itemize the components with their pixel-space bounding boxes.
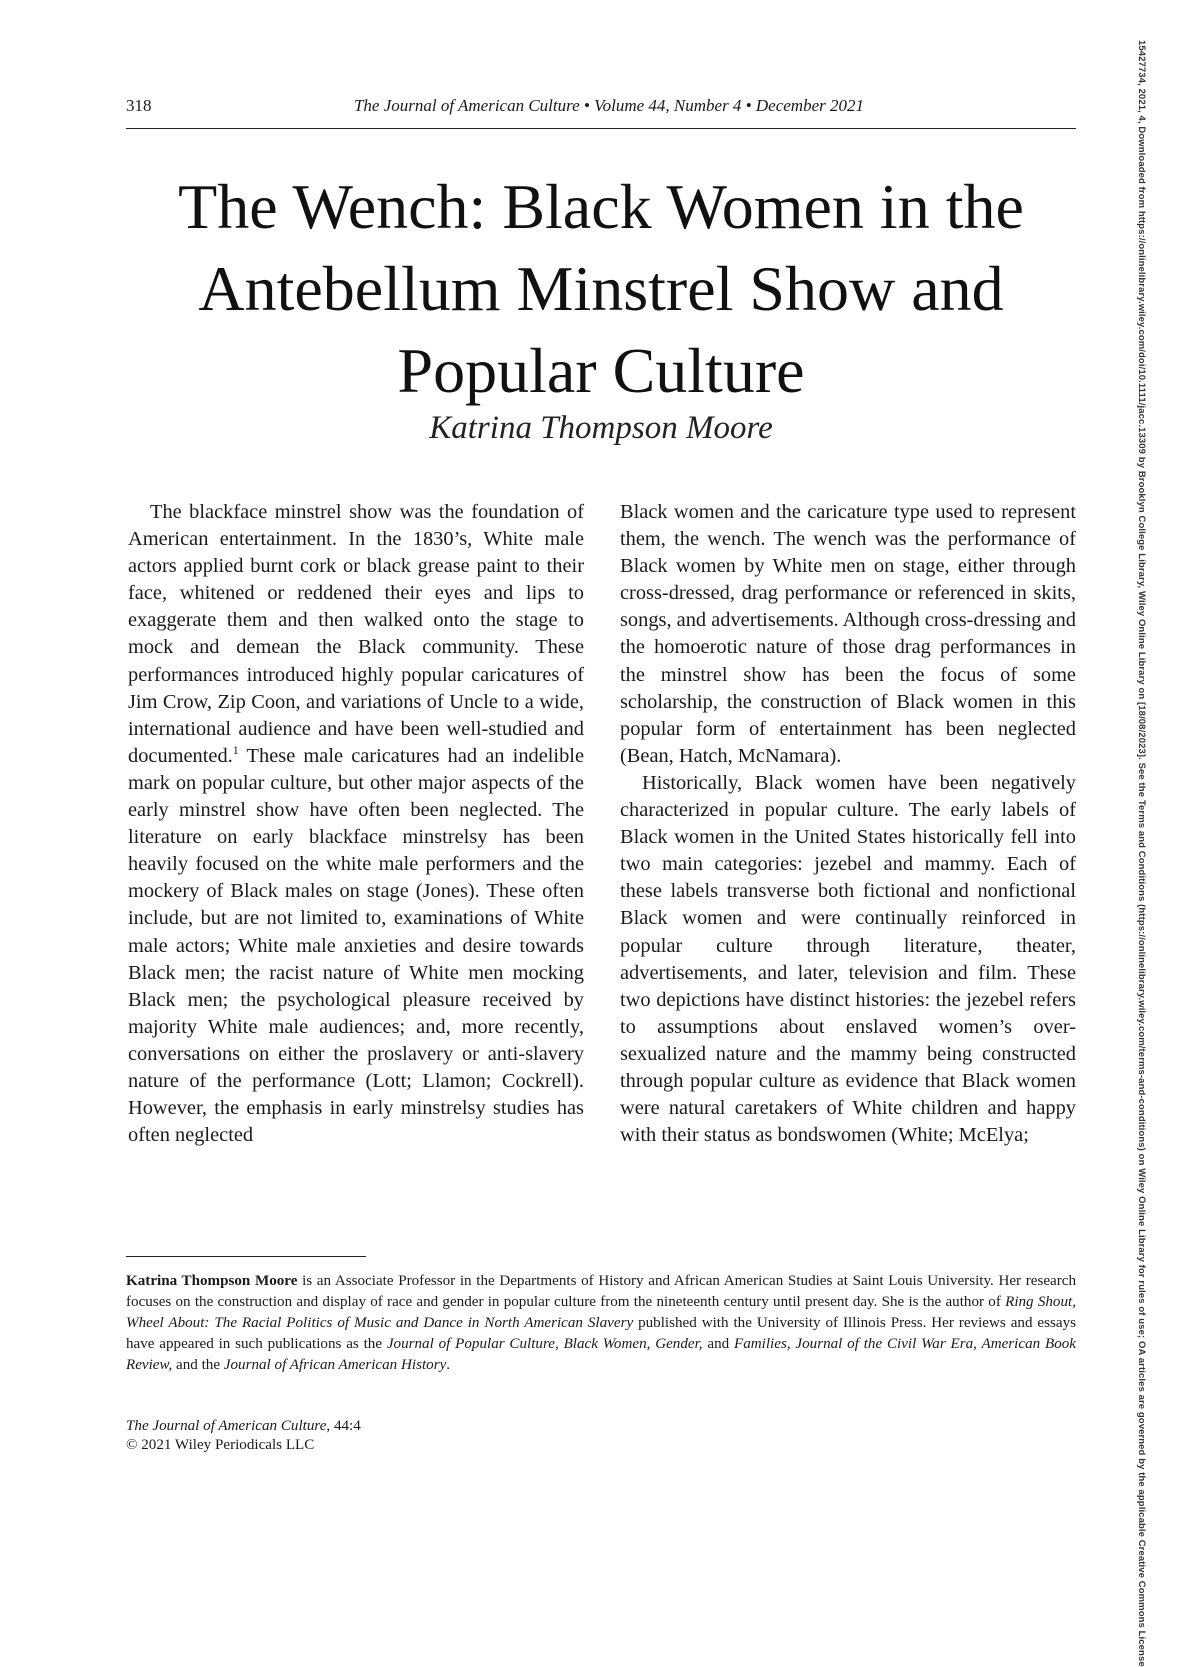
journal-issue — [126, 1417, 626, 1436]
page-number: 318 — [126, 96, 152, 115]
body-paragraph — [128, 499, 584, 1149]
body-text: These male caricatures had an indelible mark on popular culture, but other major aspects of the early minstrel show have often been neglected. The literature on early blackface minstrelsy has been heavily focused on the white male performers and the mockery of Black males on stage (Jones). These often include, but are not limited to, examinations of White male actors; White male anxieties and desire towards Black men; the racist nature of White men mocking Black men; the psychological pleasure received by majority White male audiences; and, more recently, conversations on either the proslavery or anti-slavery nature of the performance (Lott; Llamon; Cockrell). However, the emphasis in early minstrelsy studies has often neglected — [128, 744, 584, 1147]
footnote-reference[interactable]: 1 — [232, 743, 239, 758]
bio-publication: Journal of African American History — [223, 1357, 447, 1373]
issue-number: , 44:4 — [326, 1418, 361, 1434]
bio-publication: Families, Journal of the Civil War Era, American Book Review, — [126, 1336, 1076, 1373]
running-head — [126, 96, 1076, 120]
bio-author-name: Katrina Thompson Moore — [126, 1273, 298, 1289]
journal-name: The Journal of American Culture — [126, 1418, 327, 1434]
bio-text: . — [446, 1357, 451, 1373]
bio-text: and — [702, 1336, 734, 1352]
footnote-rule — [126, 1256, 366, 1257]
bio-text: and the — [172, 1357, 224, 1373]
publication-info — [126, 1417, 626, 1455]
body-text: The blackface minstrel show was the foundation of American entertainment. In the 1830’s, White male actors applied burnt cork or black grease paint to their face, whitened or reddened their eyes and lips to exaggerate them and then walked onto the stage to mock and demean the Black community. These performances introduced highly popular caricatures of Jim Crow, Zip Coon, and variations of Uncle to a wide, international audience and have been well-studied and documented. — [128, 501, 584, 767]
bio-book-title: Ring Shout, Wheel About: The Racial Politics of Music and Dance in North American Slavery — [126, 1294, 1076, 1331]
header-rule — [126, 128, 1076, 129]
journal-line: The Journal of American Culture • Volume 44, Number 4 • December 2021 — [353, 96, 864, 115]
download-notice: 15427734, 2021, 4, Downloaded from https://onlinelibrary.wiley.com/doi/10.1111/jacc.13309 by Brooklyn College Library, Wiley Online Library on [18/08/2023]. See the Terms and Conditions (https://onlinelibrary.wiley.com/terms-and-conditions) on Wiley Online Library for rules of use; OA articles are governed by the applicable Creative Commons License — [1136, 40, 1147, 1667]
copyright: © 2021 Wiley Periodicals LLC — [126, 1437, 315, 1453]
body-paragraph: Historically, Black women have been negatively characterized in popular culture. The early labels of Black women in the United States historically fell into two main categories: jezebel and mammy. Each of these labels transverse both fictional and nonfictional Black women and were continually reinforced in popular culture through literature, theater, advertisements, and later, television and film. These two depictions have distinct histories: the jezebel refers to assumptions about enslaved women’s over-sexualized nature and the mammy being constructed through popular culture as evidence that Black women were natural caretakers of White children and happy with their status as bondswomen (White; McElya; — [620, 771, 1076, 1147]
bio-publication: Journal of Popular Culture, Black Women, Gender, — [386, 1336, 703, 1352]
article-title: The Wench: Black Women in the Antebellum Minstrel Show and Popular Culture — [178, 171, 1024, 406]
body-column-right — [620, 499, 1076, 1149]
body-column-left — [128, 499, 584, 1149]
body-paragraph: Black women and the caricature type used to represent them, the wench. The wench was the performance of Black women by White men on stage, either through cross-dressed, drag performance or referenced in skits, songs, and advertisements. Although cross-dressing and the homoerotic nature of those drag performances in the minstrel show has been the focus of some scholarship, the construction of Black women in this popular form of entertainment has been neglected (Bean, Hatch, McNamara). — [620, 501, 1076, 767]
bio-text: is an Associate Professor in the Departments of History and African American Studies at Saint Louis University. Her research focuses on the construction and display of race and gender in popular culture from the nineteenth century until present day. She is the author of — [126, 1273, 1076, 1310]
author-bio — [126, 1271, 1076, 1376]
article-author: Katrina Thompson Moore — [429, 410, 773, 446]
bio-text: published with the University of Illinois Press. Her reviews and essays have appeared in such publications as the — [126, 1315, 1076, 1352]
